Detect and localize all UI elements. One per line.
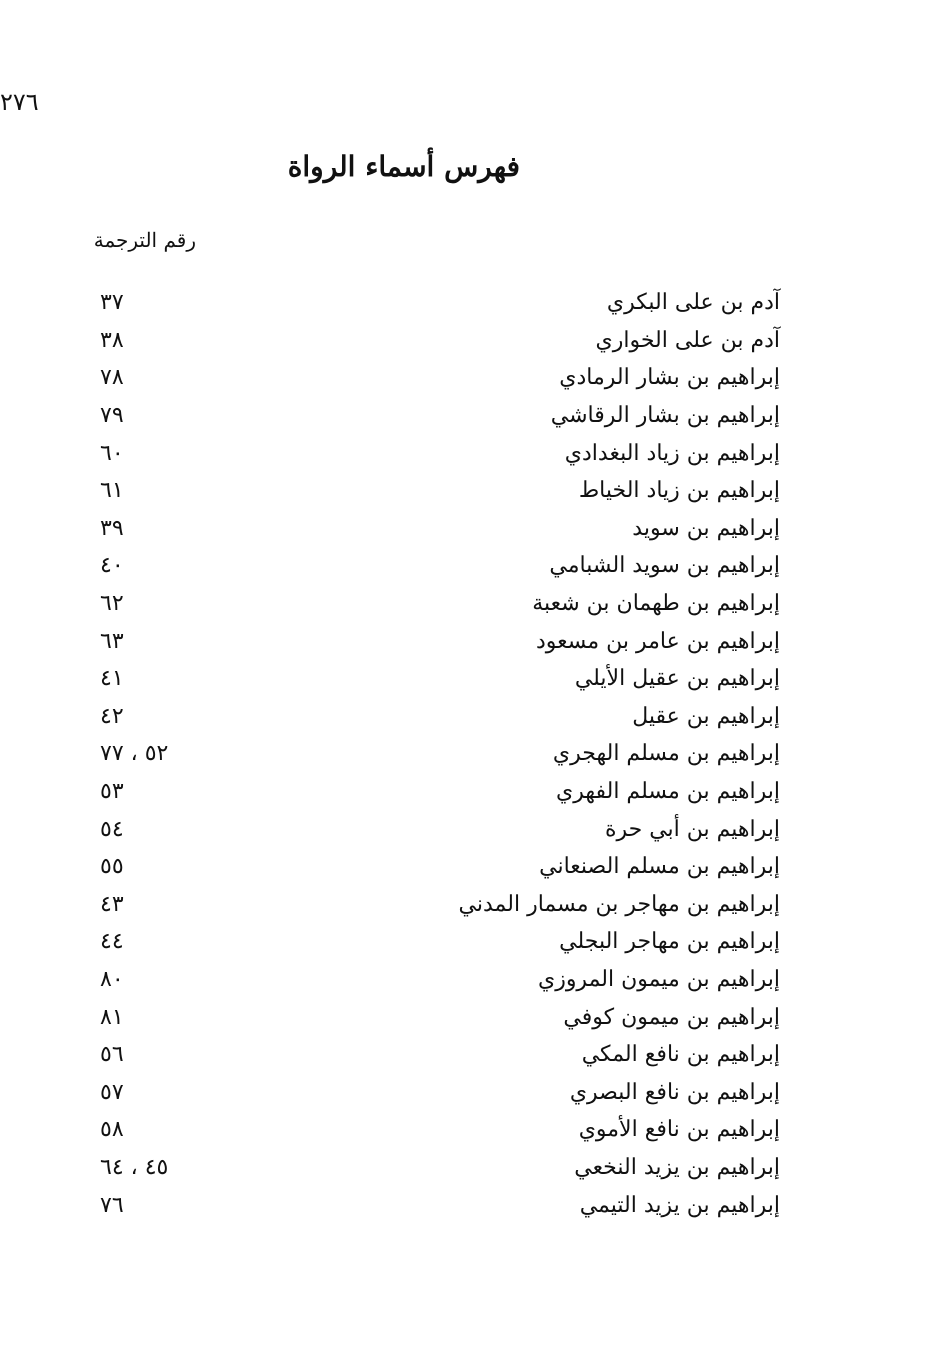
narrator-name: إبراهيم بن زياد الخياط — [578, 478, 780, 504]
narrator-name: إبراهيم بن ميمون المروزي — [537, 966, 780, 992]
entry-number: ٧٦ — [100, 1192, 124, 1218]
index-entry — [100, 810, 780, 848]
narrator-name: إبراهيم بن طهمان بن شعبة — [532, 591, 780, 617]
entry-number: ٦١ — [100, 478, 124, 504]
index-entry — [100, 585, 780, 623]
entry-number: ٥٨ — [100, 1117, 124, 1143]
narrator-name: إبراهيم بن عقيل الأيلي — [574, 666, 780, 692]
entry-number: ٥٢ ، ٧٧ — [100, 741, 169, 767]
narrator-name: إبراهيم بن بشار الرقاشي — [550, 403, 780, 429]
index-entry — [100, 510, 780, 548]
index-entry — [100, 923, 780, 961]
index-entry — [100, 547, 780, 585]
narrator-name: إبراهيم بن ميمون كوفي — [563, 1004, 780, 1030]
narrator-name: إبراهيم بن أبي حرة — [604, 816, 780, 842]
entry-number: ٨٠ — [100, 966, 124, 992]
narrator-name: إبراهيم بن نافع المكي — [581, 1042, 780, 1068]
entry-number: ٥٥ — [100, 854, 124, 880]
entry-number: ٣٧ — [100, 290, 124, 316]
narrator-name: إبراهيم بن نافع الأموي — [578, 1117, 780, 1143]
entry-number: ٨١ — [100, 1004, 124, 1030]
index-entry — [100, 773, 780, 811]
entry-number: ٥٤ — [100, 816, 124, 842]
narrator-name: إبراهيم بن بشار الرمادي — [559, 365, 780, 391]
narrator-name: إبراهيم بن عامر بن مسعود — [535, 628, 780, 654]
entry-number: ٤٤ — [100, 929, 124, 955]
index-entry — [100, 735, 780, 773]
entry-number: ٣٨ — [100, 327, 124, 353]
narrator-name: إبراهيم بن مسلم الهجري — [552, 741, 780, 767]
page-number: ٢٧٦ — [0, 88, 39, 116]
index-entry — [100, 434, 780, 472]
entry-number: ٤١ — [100, 666, 124, 692]
entry-number: ٤٥ ، ٦٤ — [100, 1154, 169, 1180]
entry-number: ٥٦ — [100, 1042, 124, 1068]
index-entry — [100, 1149, 780, 1187]
entry-number: ٦٢ — [100, 591, 124, 617]
index-entry — [100, 322, 780, 360]
index-entry — [100, 1111, 780, 1149]
entry-number: ٥٣ — [100, 779, 124, 805]
entry-number: ٥٧ — [100, 1079, 124, 1105]
index-entry — [100, 472, 780, 510]
entry-number: ٧٩ — [100, 403, 124, 429]
narrator-name: إبراهيم بن نافع البصري — [569, 1079, 780, 1105]
narrator-name: إبراهيم بن مهاجر بن مسمار المدني — [458, 891, 780, 917]
narrator-name: آدم بن على البكري — [606, 290, 780, 316]
index-entry — [100, 848, 780, 886]
entry-number: ٧٨ — [100, 365, 124, 391]
narrator-name: إبراهيم بن يزيد التيمي — [579, 1192, 780, 1218]
index-entry — [100, 660, 780, 698]
entry-number: ٤٣ — [100, 891, 124, 917]
narrator-name: إبراهيم بن يزيد النخعي — [574, 1154, 780, 1180]
entry-number: ٦٣ — [100, 628, 124, 654]
narrator-name: إبراهيم بن سويد الشبامي — [549, 553, 780, 579]
narrator-name: إبراهيم بن عقيل — [632, 703, 780, 729]
index-entry — [100, 359, 780, 397]
index-entry — [100, 397, 780, 435]
narrator-name: إبراهيم بن سويد — [632, 515, 780, 541]
page-title: فهرس أسماء الرواة — [287, 150, 520, 183]
index-entry — [100, 1073, 780, 1111]
column-header-entry-number: رقم الترجمة — [93, 228, 196, 252]
narrator-index-list — [100, 284, 780, 1224]
index-entry — [100, 284, 780, 322]
entry-number: ٤٢ — [100, 703, 124, 729]
narrator-name: إبراهيم بن مسلم الفهري — [556, 779, 780, 805]
narrator-name: إبراهيم بن مهاجر البجلي — [559, 929, 780, 955]
index-entry — [100, 998, 780, 1036]
index-entry — [100, 961, 780, 999]
entry-number: ٦٠ — [100, 440, 124, 466]
index-entry — [100, 622, 780, 660]
narrator-name: إبراهيم بن زياد البغدادي — [564, 440, 780, 466]
entry-number: ٣٩ — [100, 515, 124, 541]
narrator-name: آدم بن على الخواري — [595, 327, 780, 353]
index-entry — [100, 886, 780, 924]
index-entry — [100, 1036, 780, 1074]
index-entry — [100, 698, 780, 736]
index-entry — [100, 1186, 780, 1224]
narrator-name: إبراهيم بن مسلم الصنعاني — [539, 854, 780, 880]
entry-number: ٤٠ — [100, 553, 124, 579]
